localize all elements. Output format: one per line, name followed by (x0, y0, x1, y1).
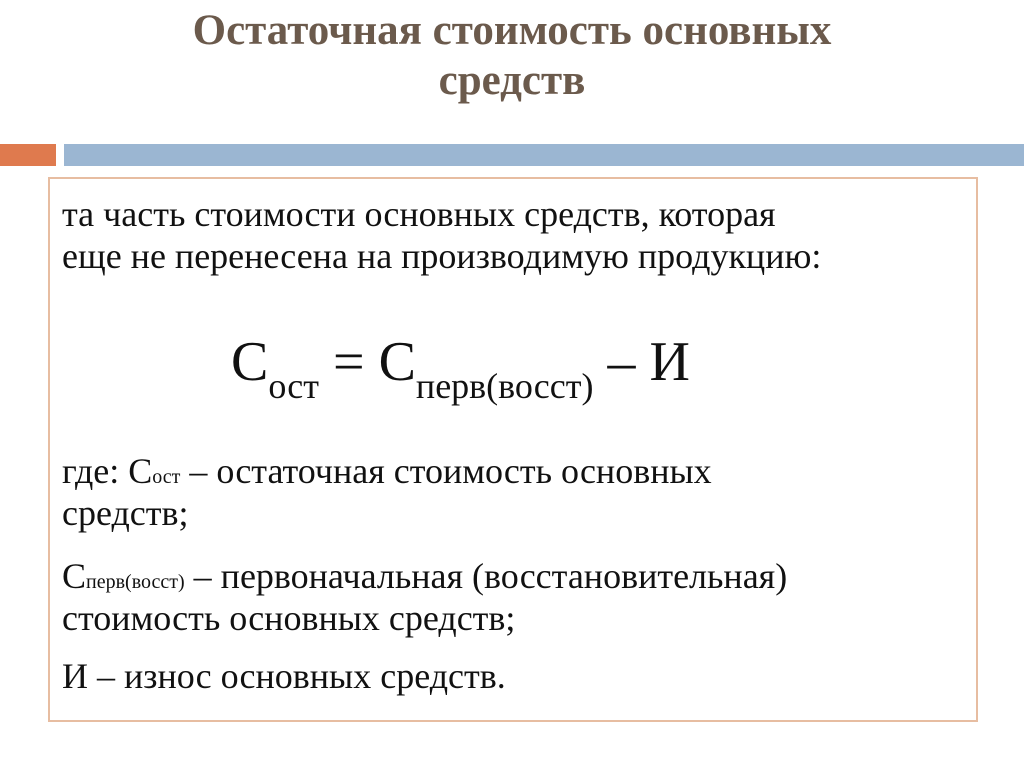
definition-line-2: еще не перенесена на производимую продукцию: (62, 236, 822, 276)
legend-where-prefix: где: (62, 451, 129, 491)
formula-c-perv: С (378, 331, 416, 393)
slide-title-line-1: Остаточная стоимость основных (192, 7, 832, 54)
legend-c-ost-line-1 (62, 450, 712, 498)
formula-c-ost-subscript: ост (268, 366, 319, 406)
formula-equals: = (332, 331, 365, 393)
accent-bar-orange (0, 144, 56, 166)
legend-c-perv-subscript: перв(восст) (86, 571, 185, 593)
definition-line-1: та часть стоимости основных средств, которая (62, 194, 776, 234)
legend-c-ost-symbol: С (128, 451, 153, 491)
legend-i-line: И – износ основных средств. (62, 656, 506, 696)
legend-c-perv-desc: – первоначальная (восстановительная) (184, 556, 788, 596)
formula (231, 330, 690, 406)
formula-minus: – (607, 331, 636, 393)
legend-c-perv-line-2: стоимость основных средств; (62, 598, 516, 638)
formula-i: И (649, 331, 690, 393)
accent-bar-blue (64, 144, 1024, 166)
formula-c-perv-subscript: перв(восст) (415, 366, 594, 406)
slide-title (0, 6, 1024, 106)
formula-c-ost: С (231, 331, 269, 393)
legend-c-ost-subscript: ост (152, 466, 181, 488)
legend-c-ost-line-2: средств; (62, 493, 189, 533)
legend-c-perv-symbol: С (62, 556, 87, 596)
legend-c-perv-line-1 (62, 555, 787, 603)
slide-title-line-2: средств (438, 57, 586, 104)
legend-c-ost-desc: – остаточная стоимость основных (180, 451, 712, 491)
